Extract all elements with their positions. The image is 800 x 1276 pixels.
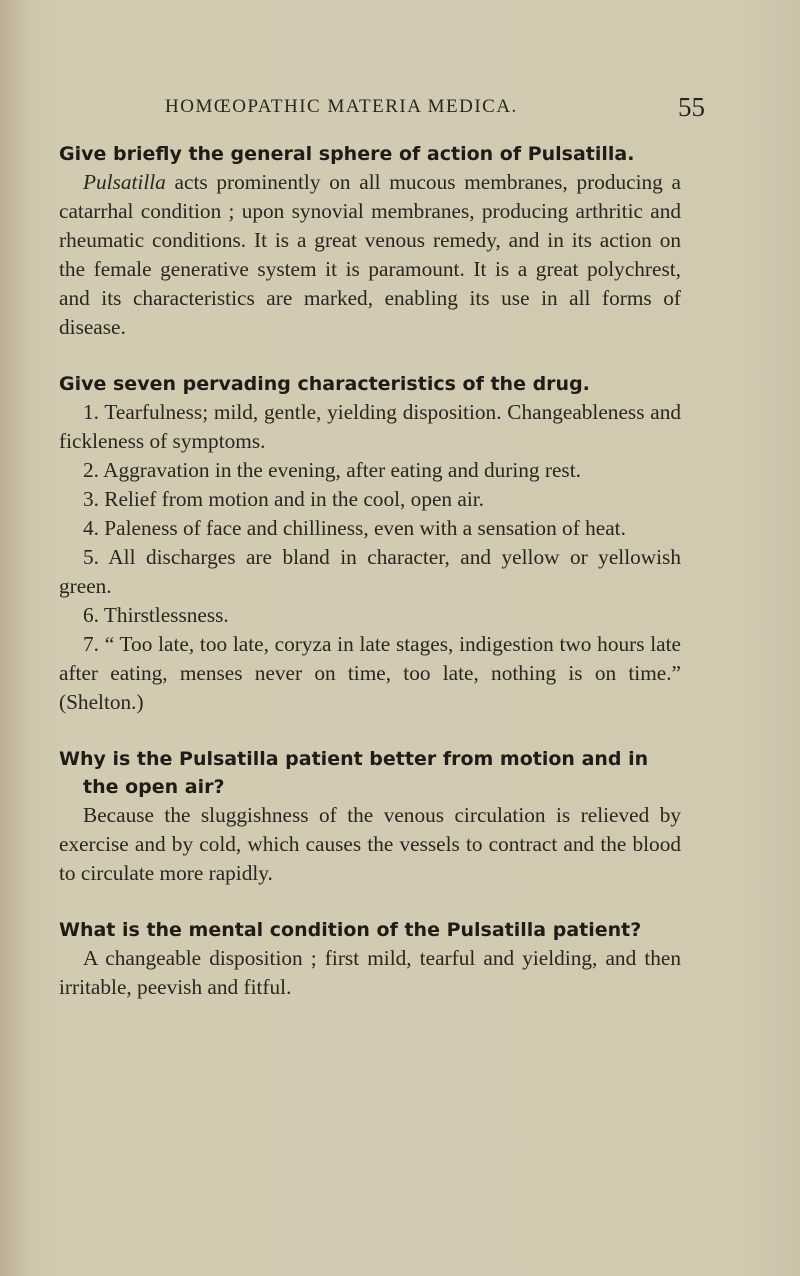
characteristic-item: 7. “ Too late, too late, coryza in late stages, indigestion two hours late after eating, menses never on time, too late, nothing is on time.” (Shelton.) xyxy=(59,632,681,714)
running-title: HOMŒOPATHIC MATERIA MEDICA. xyxy=(165,96,518,117)
running-head xyxy=(0,92,800,132)
page-number: 55 xyxy=(678,92,705,122)
question-general-sphere: Give briefly the general sphere of action of Pulsatilla. xyxy=(59,143,635,165)
section-divider xyxy=(59,717,681,745)
section-divider xyxy=(59,888,681,916)
page-content xyxy=(59,140,681,1002)
characteristic-item: 2. Aggravation in the evening, after eating and during rest. xyxy=(83,458,581,482)
answer-motion-open-air: Because the sluggishness of the venous circulation is relieved by exercise and by cold, which causes the vessels to contract and the blood to circulate more rapidly. xyxy=(59,803,681,885)
section-divider xyxy=(59,342,681,370)
question-mental-condition: What is the mental condition of the Pulsatilla patient? xyxy=(59,919,642,941)
characteristic-item: 3. Relief from motion and in the cool, open air. xyxy=(83,487,485,511)
answer-general-sphere-text: acts prominently on all mucous membranes, producing a catarrhal condition ; upon synovial membranes, producing arthritic and rheumatic conditions. It is a great venous remedy, and in its action on the female generative system it is paramount. It is a great polychrest, and its characteristics are marked, enabling its use in all forms of disease. xyxy=(59,170,681,339)
answer-mental-condition: A changeable disposition ; first mild, tearful and yielding, and then irritable, peevish and fitful. xyxy=(59,946,681,999)
question-motion-open-air: Why is the Pulsatilla patient better from motion and in the open air? xyxy=(59,748,649,798)
answer-general-sphere xyxy=(59,168,681,342)
characteristic-item: 5. All discharges are bland in character, and yellow or yellowish green. xyxy=(59,545,681,598)
answer-drug-name: Pulsatilla xyxy=(83,170,166,194)
question-seven-characteristics: Give seven pervading characteristics of the drug. xyxy=(59,373,590,395)
characteristic-item: 1. Tearfulness; mild, gentle, yielding disposition. Changeableness and fickleness of symptoms. xyxy=(59,400,681,453)
characteristic-item: 4. Paleness of face and chilliness, even with a sensation of heat. xyxy=(83,516,626,540)
characteristic-item: 6. Thirstlessness. xyxy=(83,603,229,627)
